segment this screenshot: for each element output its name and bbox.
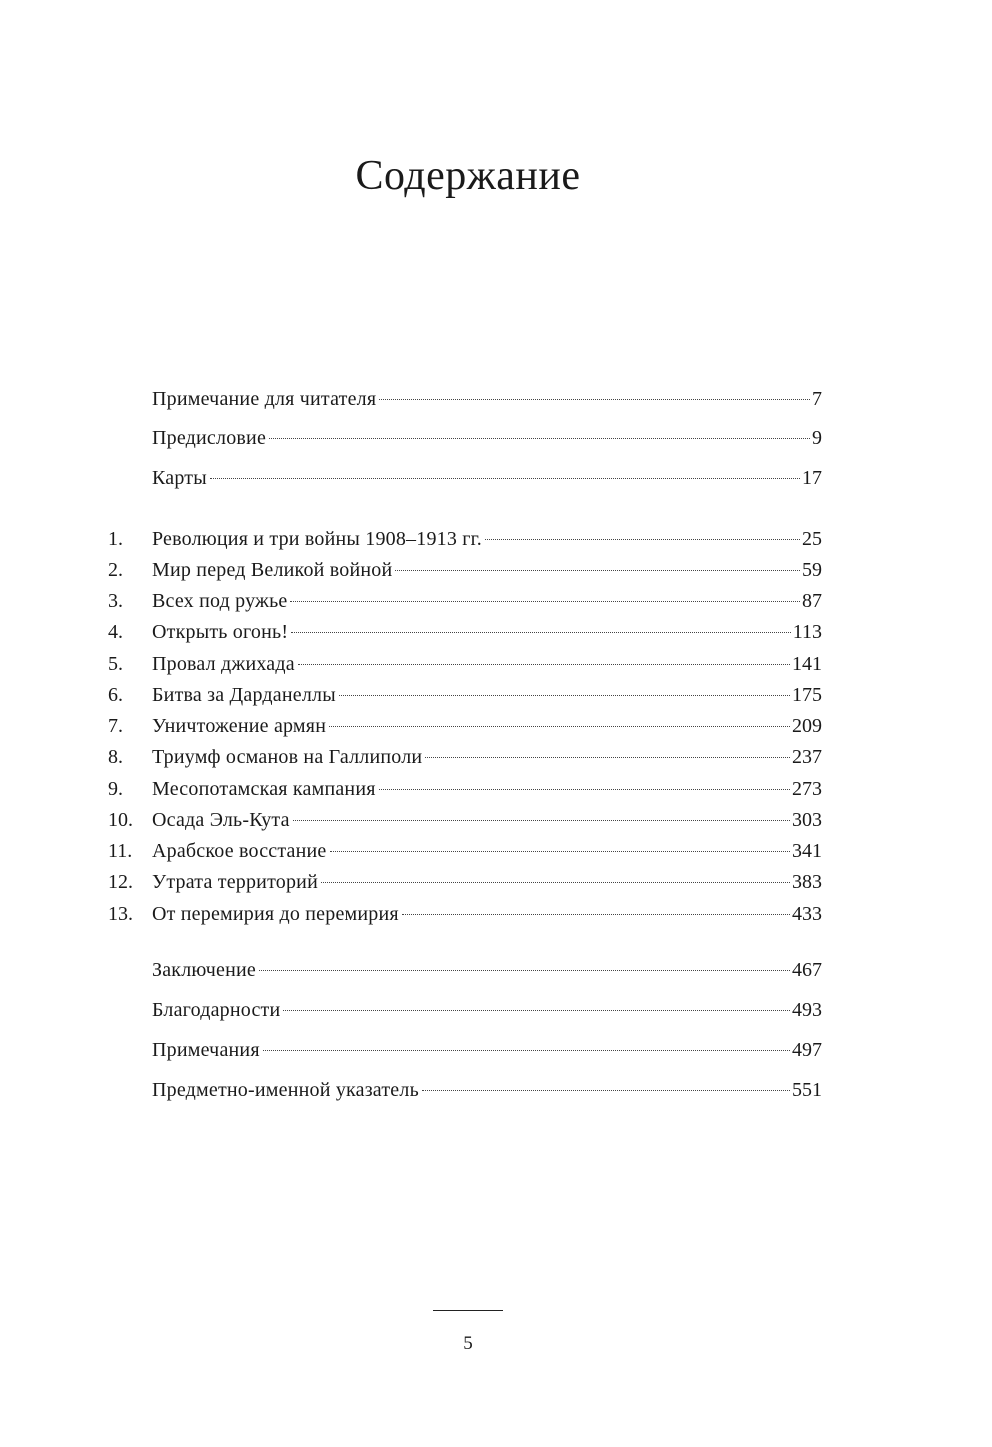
toc-entry-label: Благодарности xyxy=(152,999,281,1021)
toc-chapter-1[interactable] xyxy=(0,524,992,554)
toc-entry-back-3[interactable] xyxy=(0,1035,992,1065)
dot-leader xyxy=(395,569,800,571)
dot-leader xyxy=(485,538,800,540)
toc-entry-page: 433 xyxy=(792,903,822,925)
chapter-number: 12. xyxy=(108,871,133,893)
toc-entry-label: Примечание для читателя xyxy=(152,388,377,410)
chapter-number: 10. xyxy=(108,809,133,831)
dot-leader xyxy=(379,398,810,400)
dot-leader xyxy=(283,1009,790,1011)
dot-leader xyxy=(329,725,790,727)
chapter-number: 11. xyxy=(108,840,133,862)
toc-chapter-11[interactable] xyxy=(0,836,992,866)
dot-leader xyxy=(339,694,790,696)
toc-entry-page: 25 xyxy=(802,528,822,550)
toc-entry-back-4[interactable] xyxy=(0,1075,992,1105)
toc-entry-label: Всех под ружье xyxy=(152,590,288,612)
chapter-number: 3. xyxy=(108,590,123,612)
toc-entry-label: Месопотамская кампания xyxy=(152,778,376,800)
dot-leader xyxy=(210,477,800,479)
dot-leader xyxy=(263,1049,790,1051)
toc-chapter-4[interactable] xyxy=(0,617,992,647)
chapter-number: 8. xyxy=(108,746,123,768)
toc-entry-page: 141 xyxy=(792,653,822,675)
chapter-number: 9. xyxy=(108,778,123,800)
toc-entry-page: 303 xyxy=(792,809,822,831)
toc-entry-page: 497 xyxy=(792,1039,822,1061)
chapter-number: 6. xyxy=(108,684,123,706)
toc-entry-page: 467 xyxy=(792,959,822,981)
dot-leader xyxy=(321,881,790,883)
toc-entry-label: Уничтожение армян xyxy=(152,715,327,737)
chapter-number: 4. xyxy=(108,621,123,643)
toc-entry-page: 383 xyxy=(792,871,822,893)
toc-chapter-2[interactable] xyxy=(0,555,992,585)
dot-leader xyxy=(293,819,790,821)
toc-entry-label: Мир перед Великой войной xyxy=(152,559,393,581)
page-title: Содержание xyxy=(355,153,581,199)
dot-leader xyxy=(425,756,790,758)
toc-entry-page: 209 xyxy=(792,715,822,737)
toc-chapter-9[interactable] xyxy=(0,774,992,804)
toc-entry-label: Арабское восстание xyxy=(152,840,327,862)
toc-entry-label: Осада Эль-Кута xyxy=(152,809,290,831)
toc-chapter-6[interactable] xyxy=(0,680,992,710)
toc-entry-page: 175 xyxy=(792,684,822,706)
toc-entry-back-2[interactable] xyxy=(0,995,992,1025)
chapter-number: 2. xyxy=(108,559,123,581)
toc-entry-front-3[interactable] xyxy=(0,463,992,493)
dot-leader xyxy=(379,788,790,790)
dot-leader xyxy=(290,600,800,602)
toc-entry-label: Триумф османов на Галлиполи xyxy=(152,746,423,768)
toc-entry-label: Предметно-именной указатель xyxy=(152,1079,419,1101)
toc-entry-page: 7 xyxy=(812,388,822,410)
toc-entry-label: Провал джихада xyxy=(152,653,295,675)
toc-entry-page: 551 xyxy=(792,1079,822,1101)
chapter-number: 5. xyxy=(108,653,123,675)
toc-entry-page: 341 xyxy=(792,840,822,862)
toc-entry-page: 273 xyxy=(792,778,822,800)
toc-entry-label: Предисловие xyxy=(152,427,267,449)
toc-entry-page: 493 xyxy=(792,999,822,1021)
toc-entry-back-1[interactable] xyxy=(0,955,992,985)
dot-leader xyxy=(330,850,791,852)
toc-entry-label: Примечания xyxy=(152,1039,260,1061)
toc-entry-page: 237 xyxy=(792,746,822,768)
toc-entry-label: Карты xyxy=(152,467,207,489)
toc-entry-page: 9 xyxy=(812,427,822,449)
toc-chapter-7[interactable] xyxy=(0,711,992,741)
page-number: 5 xyxy=(463,1333,473,1354)
toc-chapter-3[interactable] xyxy=(0,586,992,616)
toc-entry-label: Заключение xyxy=(152,959,256,981)
chapter-number: 13. xyxy=(108,903,133,925)
toc-chapter-5[interactable] xyxy=(0,649,992,679)
dot-leader xyxy=(259,969,790,971)
toc-entry-front-2[interactable] xyxy=(0,423,992,453)
toc-entry-label: Битва за Дарданеллы xyxy=(152,684,336,706)
toc-chapter-10[interactable] xyxy=(0,805,992,835)
toc-entry-front-1[interactable] xyxy=(0,384,992,414)
toc-entry-label: Революция и три войны 1908–1913 гг. xyxy=(152,528,482,550)
dot-leader xyxy=(422,1089,790,1091)
dot-leader xyxy=(269,437,810,439)
toc-entry-label: Утрата территорий xyxy=(152,871,318,893)
footer-rule xyxy=(433,1310,503,1311)
toc-chapter-8[interactable] xyxy=(0,742,992,772)
toc-entry-page: 59 xyxy=(802,559,822,581)
toc-chapter-12[interactable] xyxy=(0,867,992,897)
toc-entry-label: От перемирия до перемирия xyxy=(152,903,399,925)
dot-leader xyxy=(402,913,790,915)
dot-leader xyxy=(298,663,790,665)
toc-entry-page: 17 xyxy=(802,467,822,489)
toc-entry-page: 87 xyxy=(802,590,822,612)
chapter-number: 1. xyxy=(108,528,123,550)
chapter-number: 7. xyxy=(108,715,123,737)
toc-entry-label: Открыть огонь! xyxy=(152,621,289,643)
toc-chapter-13[interactable] xyxy=(0,899,992,929)
toc-entry-page: 113 xyxy=(792,621,822,643)
dot-leader xyxy=(291,631,791,633)
